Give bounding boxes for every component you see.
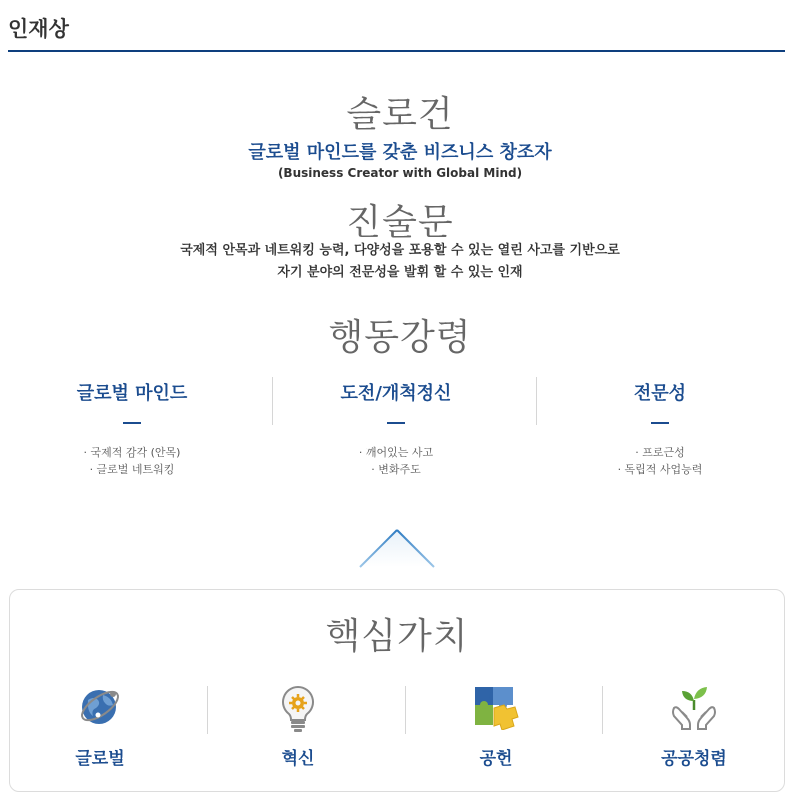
core-value-global [10, 684, 190, 769]
page-title: 인재상 [8, 17, 69, 41]
lightbulb-icon [276, 684, 320, 734]
core-value-integrity [604, 684, 784, 769]
principle-title: 도전/개척정신 [340, 383, 452, 404]
core-value-label: 공공청렴 [661, 749, 727, 769]
principle-point: · 프로근성 [635, 446, 685, 459]
principle-dash [123, 422, 141, 424]
slogan-heading: 슬로건 [346, 94, 454, 135]
principle-title: 글로벌 마인드 [76, 383, 188, 404]
core-value-divider [602, 686, 603, 734]
principle-point: · 깨어있는 사고 [358, 446, 434, 459]
statement-heading: 진술문 [346, 202, 454, 243]
statement-text [0, 240, 800, 284]
chevron-up-icon [358, 527, 436, 569]
principle-dash [387, 422, 405, 424]
principle-expertise [528, 377, 792, 478]
principle-point: · 독립적 사업능력 [617, 463, 703, 476]
title-divider [8, 50, 785, 52]
principles-section [0, 377, 792, 477]
statement-line-1: 국제적 안목과 네트워킹 능력, 다양성을 포용할 수 있는 열린 사고를 기반으로 [180, 243, 620, 258]
principle-point: · 글로벌 네트워킹 [89, 463, 175, 476]
principle-global-mind [0, 377, 264, 478]
statement-line-2: 자기 분야의 전문성을 발휘 할 수 있는 인재 [277, 265, 523, 280]
core-value-label: 글로벌 [75, 749, 125, 769]
principles-heading: 행동강령 [328, 317, 472, 358]
sprout-hands-icon [671, 684, 717, 730]
core-value-label: 혁신 [281, 749, 315, 769]
principle-challenge [264, 377, 528, 478]
slogan-main-text: 글로벌 마인드를 갖춘 비즈니스 창조자 [248, 142, 552, 163]
principle-title: 전문성 [633, 383, 687, 404]
core-values-panel [9, 589, 785, 792]
core-values-heading: 핵심가치 [325, 616, 469, 657]
principle-dash [651, 422, 669, 424]
globe-icon [78, 684, 122, 728]
core-value-label: 공헌 [479, 749, 513, 769]
puzzle-icon [472, 684, 520, 730]
principle-point: · 변화주도 [371, 463, 421, 476]
slogan-sub-text: (Business Creator with Global Mind) [277, 166, 523, 180]
principle-point: · 국제적 감각 (안목) [83, 446, 181, 459]
core-value-innovation [208, 684, 388, 769]
core-value-contribution [406, 684, 586, 769]
